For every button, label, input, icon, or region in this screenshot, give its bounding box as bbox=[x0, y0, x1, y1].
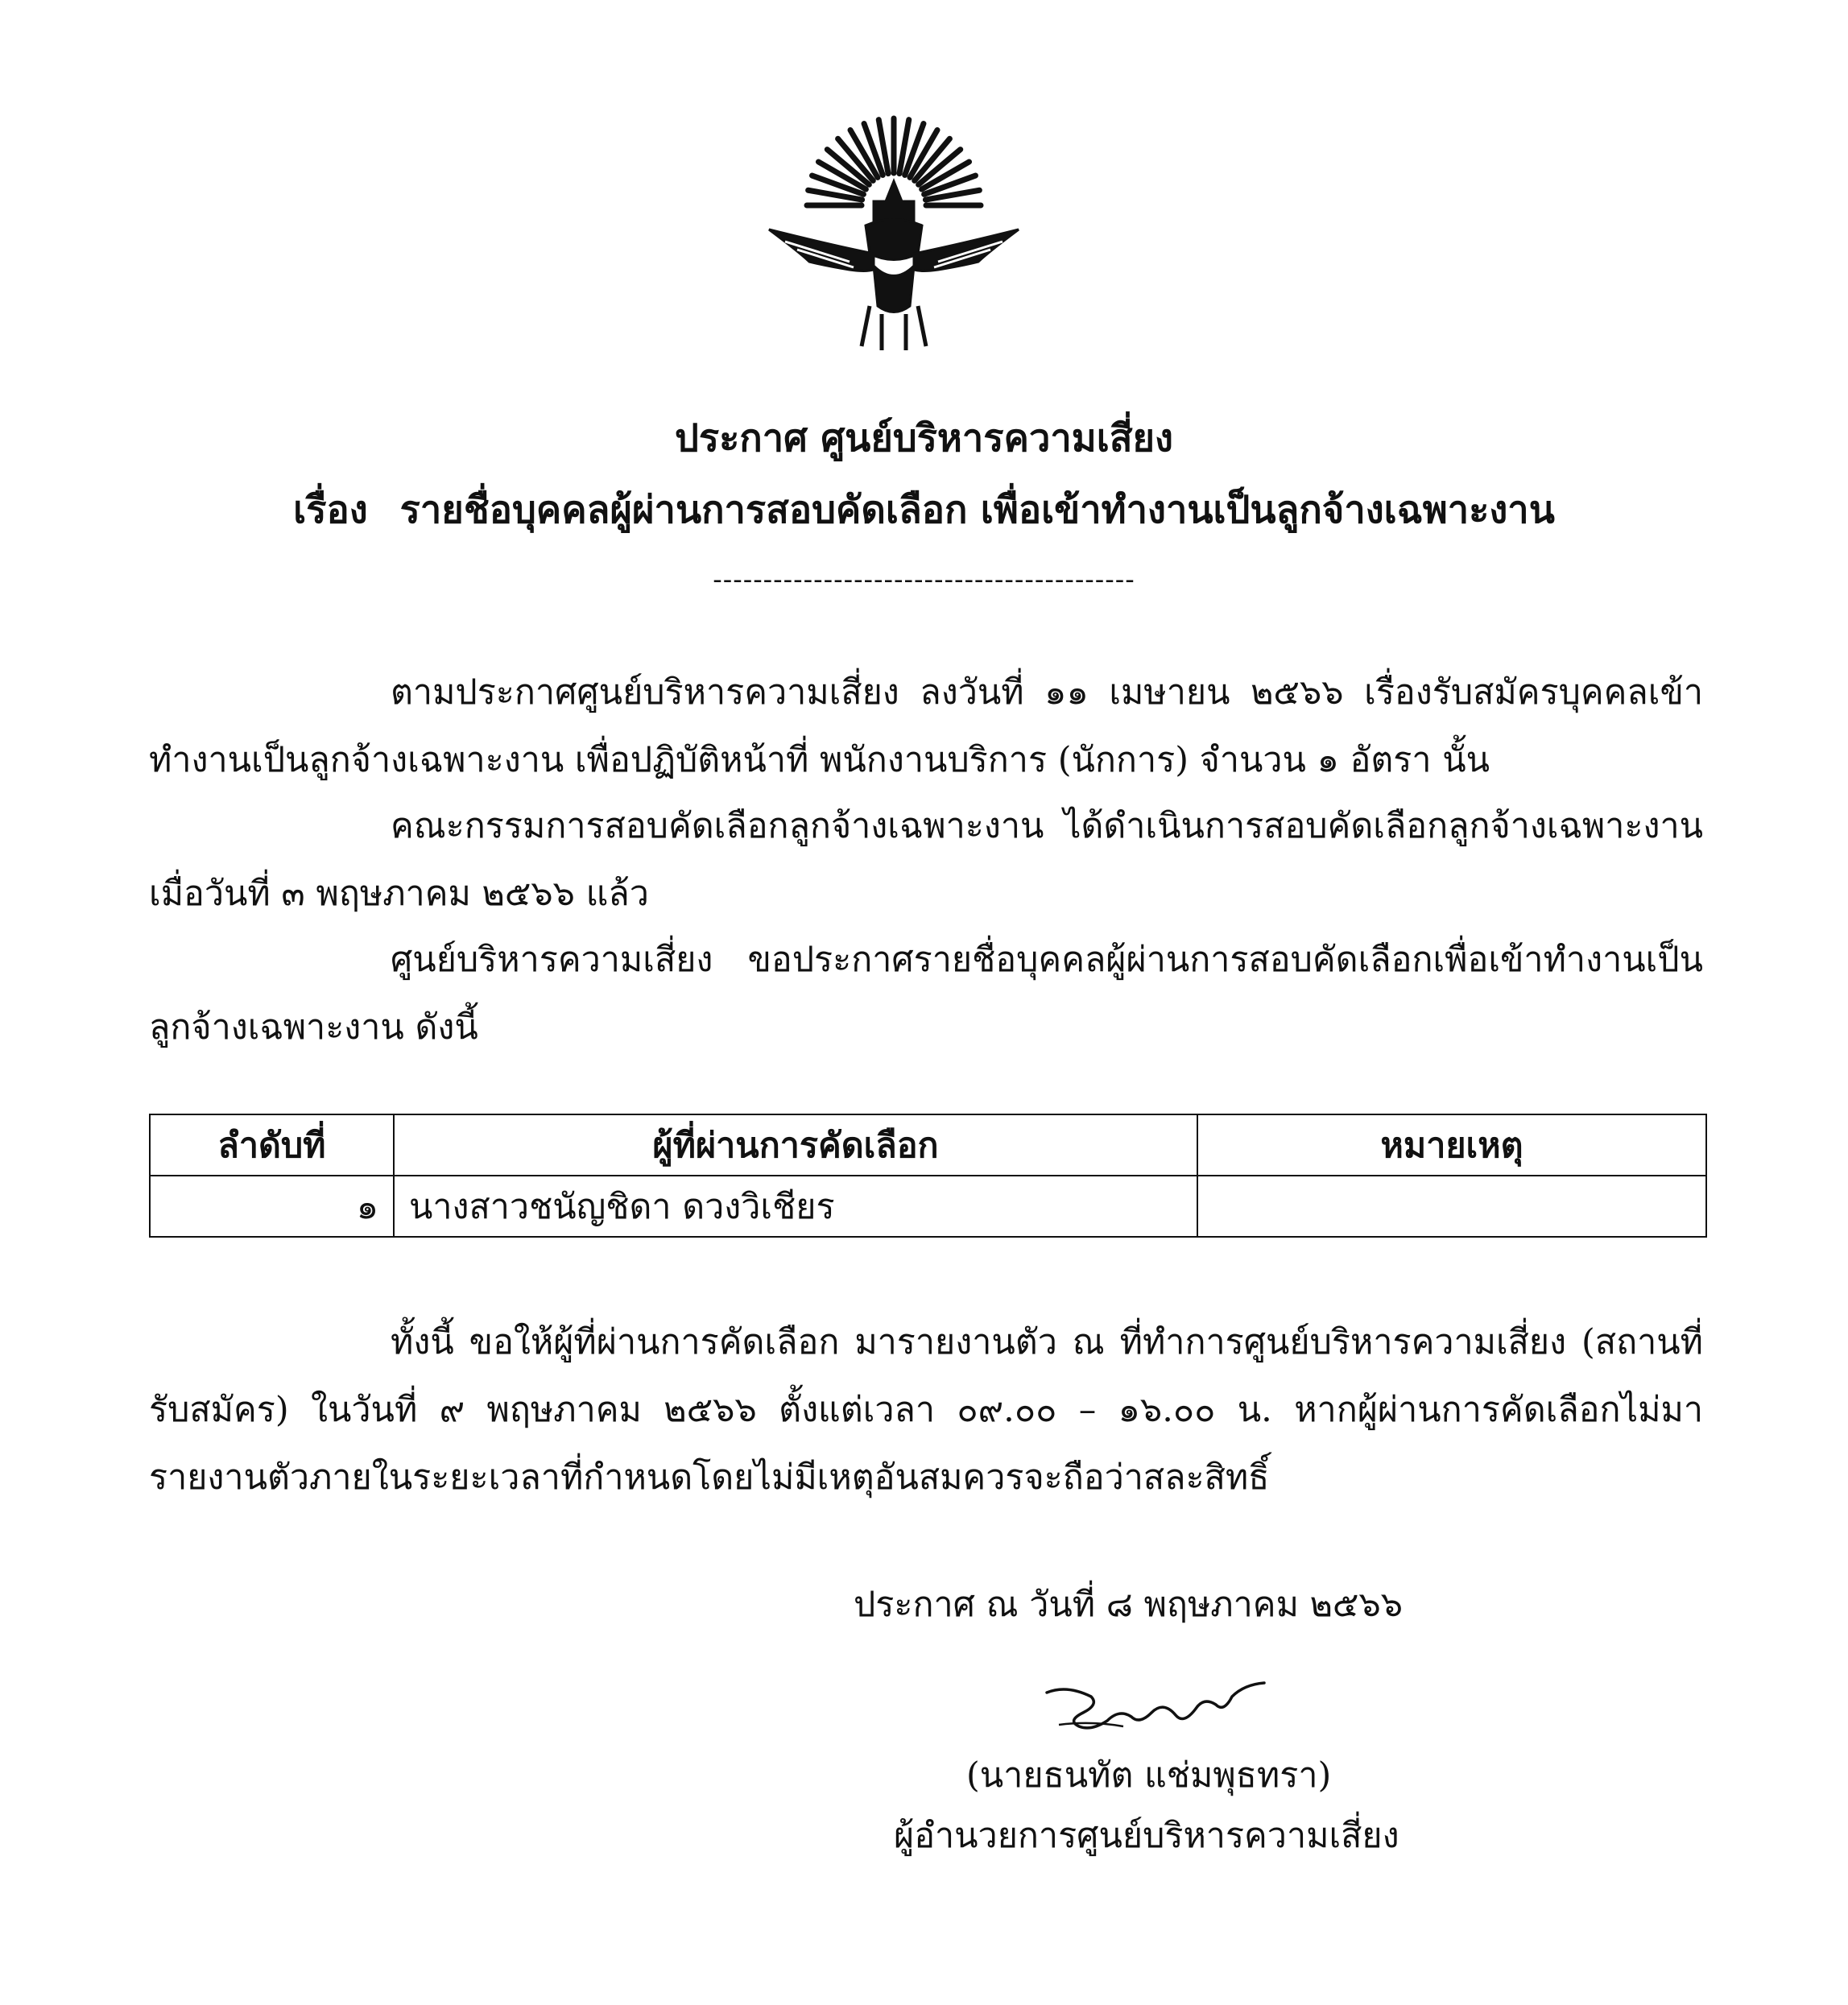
header-passed-candidate: ผู้ที่ผ่านการคัดเลือก bbox=[394, 1114, 1197, 1176]
results-table bbox=[149, 1114, 1707, 1238]
paragraph-committee: คณะกรรมการสอบคัดเลือกลูกจ้างเฉพาะงาน ได้ดำเนินการสอบคัดเลือกลูกจ้างเฉพาะงานเมื่อวันที่ ๓ พฤษภาคม ๒๕๖๖ แล้ว bbox=[149, 806, 1703, 914]
row-candidate-name: นางสาวชนัญชิดา ดวงวิเชียร bbox=[394, 1176, 1197, 1237]
announcement-title: ประกาศ ศูนย์บริหารความเสี่ยง bbox=[674, 416, 1173, 461]
announcement-date: ประกาศ ณ วันที่ ๘ พฤษภาคม ๒๕๖๖ bbox=[854, 1585, 1404, 1625]
announcement-subject bbox=[0, 479, 1848, 539]
subject-text: รายชื่อบุคคลผู้ผ่านการสอบคัดเลือก เพื่อเข้าทำงานเป็นลูกจ้างเฉพาะงาน bbox=[399, 488, 1555, 532]
paragraph-report-instructions: ทั้งนี้ ขอให้ผู้ที่ผ่านการคัดเลือก มารายงานตัว ณ ที่ทำการศูนย์บริหารความเสี่ยง (สถานที่รับสมัคร) ในวันที่ ๙ พฤษภาคม ๒๕๖๖ ตั้งแต่เวลา ๐๙.๐๐ – ๑๖.๐๐ น. หากผู้ผ่านการคัดเลือกไม่มารายงานตัวภายในระยะเวลาที่กำหนดโดยไม่มีเหตุอันสมควรจะถือว่าสละสิทธิ์ bbox=[149, 1322, 1703, 1498]
handwritten-signature bbox=[1043, 1676, 1268, 1741]
header-order: ลำดับที่ bbox=[150, 1114, 394, 1176]
thai-government-garuda-seal-icon bbox=[753, 113, 1035, 354]
title-divider: ------------------------------------------ bbox=[713, 564, 1135, 596]
paragraph-announcement: ศูนย์บริหารความเสี่ยง ขอประกาศรายชื่อบุคคลผู้ผ่านการสอบคัดเลือกเพื่อเข้าทำงานเป็นลูกจ้างเฉพาะงาน ดังนี้ bbox=[149, 940, 1703, 1048]
header-remark: หมายเหตุ bbox=[1197, 1114, 1706, 1176]
subject-label: เรื่อง bbox=[293, 488, 368, 532]
signer-name: (นายธนทัต แช่มพุธทรา) bbox=[966, 1755, 1332, 1796]
table-row bbox=[150, 1176, 1706, 1237]
row-number: ๑ bbox=[150, 1176, 394, 1237]
signer-position: ผู้อำนวยการศูนย์บริหารความเสี่ยง bbox=[894, 1816, 1399, 1856]
paragraph-reference: ตามประกาศศูนย์บริหารความเสี่ยง ลงวันที่ ๑๑ เมษายน ๒๕๖๖ เรื่องรับสมัครบุคคลเข้าทำงานเป็นลูกจ้างเฉพาะงาน เพื่อปฏิบัติหน้าที่ พนักงานบริการ (นักการ) จำนวน ๑ อัตรา นั้น bbox=[149, 672, 1703, 780]
table-header-row bbox=[150, 1114, 1706, 1176]
row-remark bbox=[1197, 1176, 1706, 1237]
